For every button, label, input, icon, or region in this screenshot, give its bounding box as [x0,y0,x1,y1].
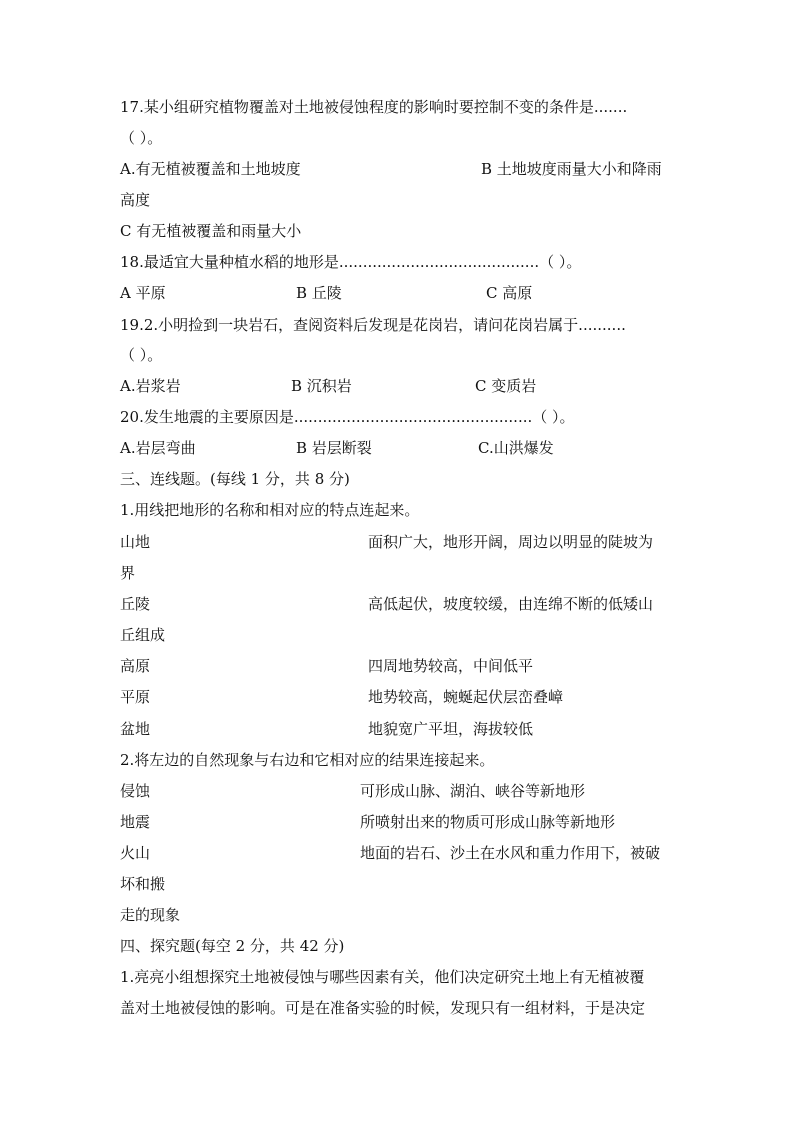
phenomenon-name: 地震 [120,813,151,831]
section-4-title: 四、探究题(每空 2 分，共 42 分) [120,937,345,955]
q18-option-c: C 高原 [486,284,533,302]
section-3-q1-stem: 1.用线把地形的名称和相对应的特点连起来。 [120,501,420,519]
q17-option-c: C 有无植被覆盖和雨量大小 [120,222,302,240]
section-3-q2-stem: 2.将左边的自然现象与右边和它相对应的结果连接起来。 [120,751,495,769]
q18-option-a: A 平原 [120,284,166,302]
phenomenon-result: 可形成山脉、湖泊、峡谷等新地形 [360,782,586,800]
phenomenon-name: 侵蚀 [120,782,151,800]
landform-feature: 高低起伏，坡度较缓，由连绵不断的低矮山 [368,595,654,613]
landform-feature-cont: 丘组成 [120,626,166,644]
q18-stem: 18.最适宜大量种植水稻的地形是..........................................（ ）。 [120,253,582,271]
q20-stem: 20.发生地震的主要原因是..................................................（ ）。 [120,408,575,426]
q17-option-b: B 土地坡度雨量大小和降雨 [481,160,662,178]
q19-option-a: A.岩浆岩 [120,377,181,395]
landform-feature: 地貌宽广平坦，海拔较低 [368,720,534,738]
phenomenon-result: 地面的岩石、沙土在水风和重力作用下，被破 [360,844,661,862]
section-3-title: 三、连线题。(每线 1 分，共 8 分) [120,470,350,488]
landform-feature: 四周地势较高，中间低平 [368,657,534,675]
q19-blank: （ ）。 [120,346,163,364]
phenomenon-result: 所喷射出来的物质可形成山脉等新地形 [360,813,616,831]
landform-name: 丘陵 [120,595,151,613]
section-4-paragraph-line: 1.亮亮小组想探究土地被侵蚀与哪些因素有关，他们决定研究土地上有无植被覆 [120,968,645,986]
landform-name: 平原 [120,688,151,706]
q19-option-b: B 沉积岩 [291,377,352,395]
phenomenon-result-cont: 走的现象 [120,906,181,924]
q17-stem: 17.某小组研究植物覆盖对土地被侵蚀程度的影响时要控制不变的条件是....... [120,98,628,116]
q17-blank: （ ）。 [120,129,163,147]
phenomenon-result-cont: 坏和搬 [120,875,166,893]
landform-feature: 地势较高，蜿蜒起伏层峦叠嶂 [368,688,564,706]
q20-option-c: C.山洪爆发 [478,439,554,457]
q17-option-a: A.有无植被覆盖和土地坡度 [120,160,301,178]
landform-feature: 面积广大，地形开阔，周边以明显的陡坡为 [368,533,654,551]
landform-name: 盆地 [120,720,151,738]
q19-stem: 19.2.小明捡到一块岩石，查阅资料后发现是花岗岩，请问花岗岩属于.......... [120,316,626,334]
phenomenon-name: 火山 [120,844,151,862]
q20-option-a: A.岩层弯曲 [120,439,196,457]
section-4-paragraph-line: 盖对土地被侵蚀的影响。可是在准备实验的时候，发现只有一组材料，于是决定 [120,999,646,1017]
q18-option-b: B 丘陵 [296,284,342,302]
q20-option-b: B 岩层断裂 [296,439,372,457]
landform-name: 山地 [120,533,151,551]
q19-option-c: C 变质岩 [475,377,537,395]
landform-feature-cont: 界 [120,564,136,582]
q17-option-b-cont: 高度 [120,191,151,209]
landform-name: 高原 [120,657,151,675]
